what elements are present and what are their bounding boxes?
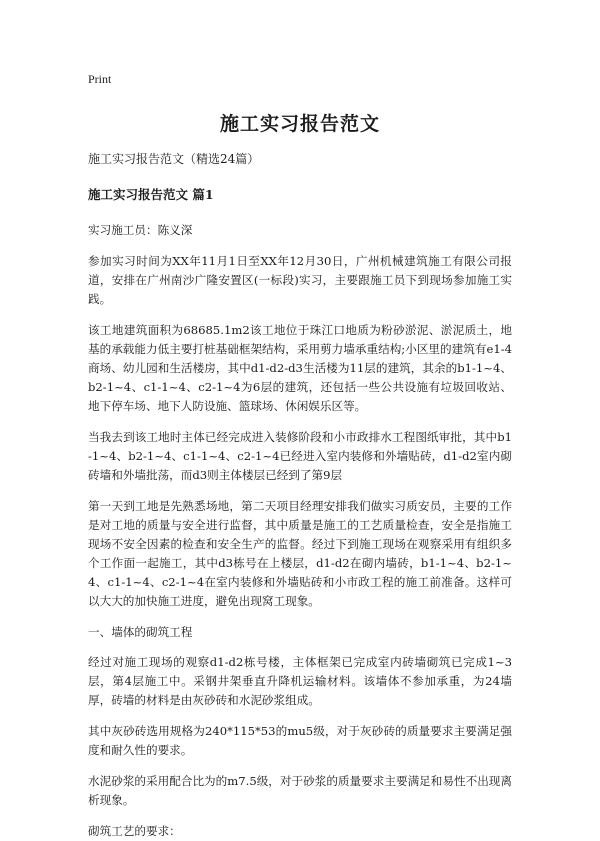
paragraph-brick-spec: 其中灰砂砖选用规格为240*115*53的mu5级，对于灰砂砖的质量要求主要满足强度和耐久性的要求。 — [88, 724, 512, 757]
paragraph-intern-name: 实习施工员：陈义深 — [88, 223, 193, 237]
paragraph-mortar-spec: 水泥砂浆的采用配合比为的m7.5级，对于砂浆的质量要求主要满足和易性不出现离析现象。 — [88, 774, 512, 807]
paragraph-internship-period: 参加实习时间为XX年11月1日至XX年12月30日，广州机械建筑施工有限公司报道，安排在广州南沙广隆安置区(一标段)实习，主要跟施工员下到现场参加施工实践。 — [88, 254, 512, 306]
page-title: 施工实习报告范文 — [219, 113, 380, 135]
section-heading: 施工实习报告范文 篇1 — [88, 187, 214, 202]
paragraph-site-overview: 该工地建筑面积为68685.1m2该工地位于珠江口地质为粉砂淤泥、淤泥质土，地基的承载能力低主要打桩基础框架结构，采用剪力墙承重结构;小区里的建筑有e1-4商场、幼儿园和生活楼房，其中d1-d2-d3生活楼为11层的建筑，其余的b1-1~4、b2-1~4、c1-1~4、c2-1~4为6层的建筑，还包括一些公共设施有垃圾回收站、地下停车场、地下人防设施、篮球场、休闲娱乐区等。 — [88, 323, 512, 413]
paragraph-first-day: 第一天到工地是先熟悉场地，第二天项目经理安排我们做实习质安员，主要的工作是对工地的质量与安全进行监督，其中质量是施工的工艺质量检查，安全是指施工现场不安全因素的检查和安全生产的监督。经过下到施工现场在观察采用有组织多个工作面一起施工，其中d3栋号在上楼层，d1-d2在砌内墙砖，b1-1~4、b2-1~4、c1-1~4、c2-1~4在室内装修和外墙贴砖和小市政工程的施工前准备。这样可以大大的加快施工进度，避免出现窝工现象。 — [88, 499, 512, 608]
paragraph-masonry-heading: 一、墙体的砌筑工程 — [88, 625, 193, 639]
document-subtitle: 施工实习报告范文（精选24篇） — [88, 152, 260, 166]
print-link[interactable]: Print — [88, 72, 112, 86]
paragraph-process-requirements: 砌筑工艺的要求： — [88, 824, 181, 838]
paragraph-masonry-observation: 经过对施工现场的观察d1-d2栋号楼，主体框架已完成室内砖墙砌筑已完成1~3层，第4层施工中。采钢井架垂直升降机运输材料。该墙体不参加承重，为24墙厚，砖墙的材料是由灰砂砖和水泥砂浆组成。 — [88, 655, 512, 707]
paragraph-site-status: 当我去到该工地时主体已经完成进入装修阶段和小市政排水工程图纸审批，其中b1-1~4、b2-1~4、c1-1~4、c2-1~4已经进入室内装修和外墙贴砖，d1-d2室内砌砖墙和外墙批荡，而d3则主体楼层已经到了第9层 — [88, 430, 512, 482]
